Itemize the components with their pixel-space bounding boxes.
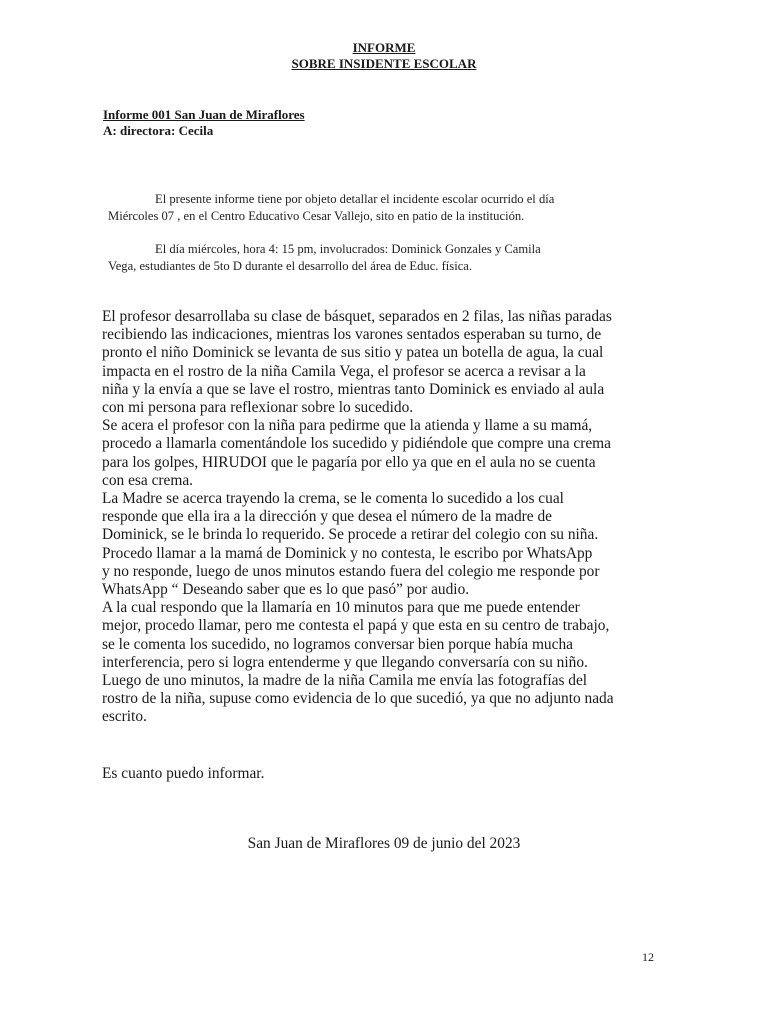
report-body bbox=[102, 308, 662, 727]
body-line: se le comenta los sucedido, no logramos conversar bien porque había mucha bbox=[102, 635, 573, 653]
intro-line: Miércoles 07 , en el Centro Educativo Cesar Vallejo, sito en patio de la institución. bbox=[108, 209, 525, 223]
report-addressee: A: directora: Cecila bbox=[103, 123, 214, 138]
body-line: Se acera el profesor con la niña para pedirme que la atienda y llame a su mamá, bbox=[102, 417, 593, 435]
body-line: pronto el niño Dominick se levanta de sus sitio y patea un botella de agua, la cual bbox=[102, 344, 604, 362]
body-line: Dominick, se le brinda lo requerido. Se procede a retirar del colegio con su niña. bbox=[102, 526, 599, 544]
body-line: con mi persona para reflexionar sobre lo sucedido. bbox=[102, 399, 414, 417]
body-line: A la cual respondo que la llamaría en 10 minutos para que me puede entender bbox=[102, 599, 580, 617]
place-date: San Juan de Miraflores 09 de junio del 2023 bbox=[247, 835, 521, 852]
body-line: rostro de la niña, supuse como evidencia de lo que sucedió, ya que no adjunto nada bbox=[102, 690, 614, 708]
closing-statement: Es cuanto puedo informar. bbox=[102, 765, 265, 782]
intro-line: El presente informe tiene por objeto detallar el incidente escolar ocurrido el día bbox=[155, 192, 555, 206]
body-line: y no responde, luego de unos minutos estando fuera del colegio me responde por bbox=[102, 562, 600, 580]
body-line: responde que ella ira a la dirección y que desea el número de la madre de bbox=[102, 508, 552, 526]
report-reference: Informe 001 San Juan de Miraflores bbox=[103, 107, 305, 122]
page-number: 12 bbox=[642, 950, 654, 964]
body-line: Luego de uno minutos, la madre de la niña Camila me envía las fotografías del bbox=[102, 672, 588, 690]
report-subtitle: SOBRE INSIDENTE ESCOLAR bbox=[291, 56, 477, 71]
body-line: interferencia, pero si logra entenderme y que llegando conversaría con su niño. bbox=[102, 653, 588, 671]
body-line: con esa crema. bbox=[102, 471, 194, 489]
body-line: procedo a llamarla comentándole los sucedido y pidiéndole que compre una crema bbox=[102, 435, 611, 453]
body-line: Procedo llamar a la mamá de Dominick y no contesta, le escribo por WhatsApp bbox=[102, 544, 593, 562]
body-line: mejor, procedo llamar, pero me contesta el papá y que esta en su centro de trabajo, bbox=[102, 617, 610, 635]
body-line: El profesor desarrollaba su clase de básquet, separados en 2 filas, las niñas paradas bbox=[102, 308, 612, 325]
body-line: recibiendo las indicaciones, mientras los varones sentados esperaban su turno, de bbox=[102, 326, 602, 344]
body-line: niña y la envía a que se lave el rostro, mientras tanto Dominick es enviado al aula bbox=[102, 380, 605, 398]
intro-paragraph-details bbox=[108, 241, 658, 275]
body-line: escrito. bbox=[102, 708, 147, 726]
report-title-block bbox=[0, 40, 768, 72]
intro-line: El día miércoles, hora 4: 15 pm, involucrados: Dominick Gonzales y Camila bbox=[155, 242, 541, 256]
body-line: para los golpes, HIRUDOI que le pagaría por ello ya que en el aula no se cuenta bbox=[102, 453, 596, 471]
body-line: La Madre se acerca trayendo la crema, se le comenta lo sucedido a los cual bbox=[102, 490, 564, 508]
intro-line: Vega, estudiantes de 5to D durante el desarrollo del área de Educ. física. bbox=[108, 259, 473, 273]
intro-paragraph-purpose bbox=[108, 191, 658, 225]
body-line: impacta en el rostro de la niña Camila Vega, el profesor se acerca a revisar a la bbox=[102, 362, 586, 380]
report-title: INFORME bbox=[352, 40, 416, 55]
body-line: WhatsApp “ Deseando saber que es lo que pasó” por audio. bbox=[102, 581, 470, 599]
report-meta bbox=[103, 107, 305, 139]
